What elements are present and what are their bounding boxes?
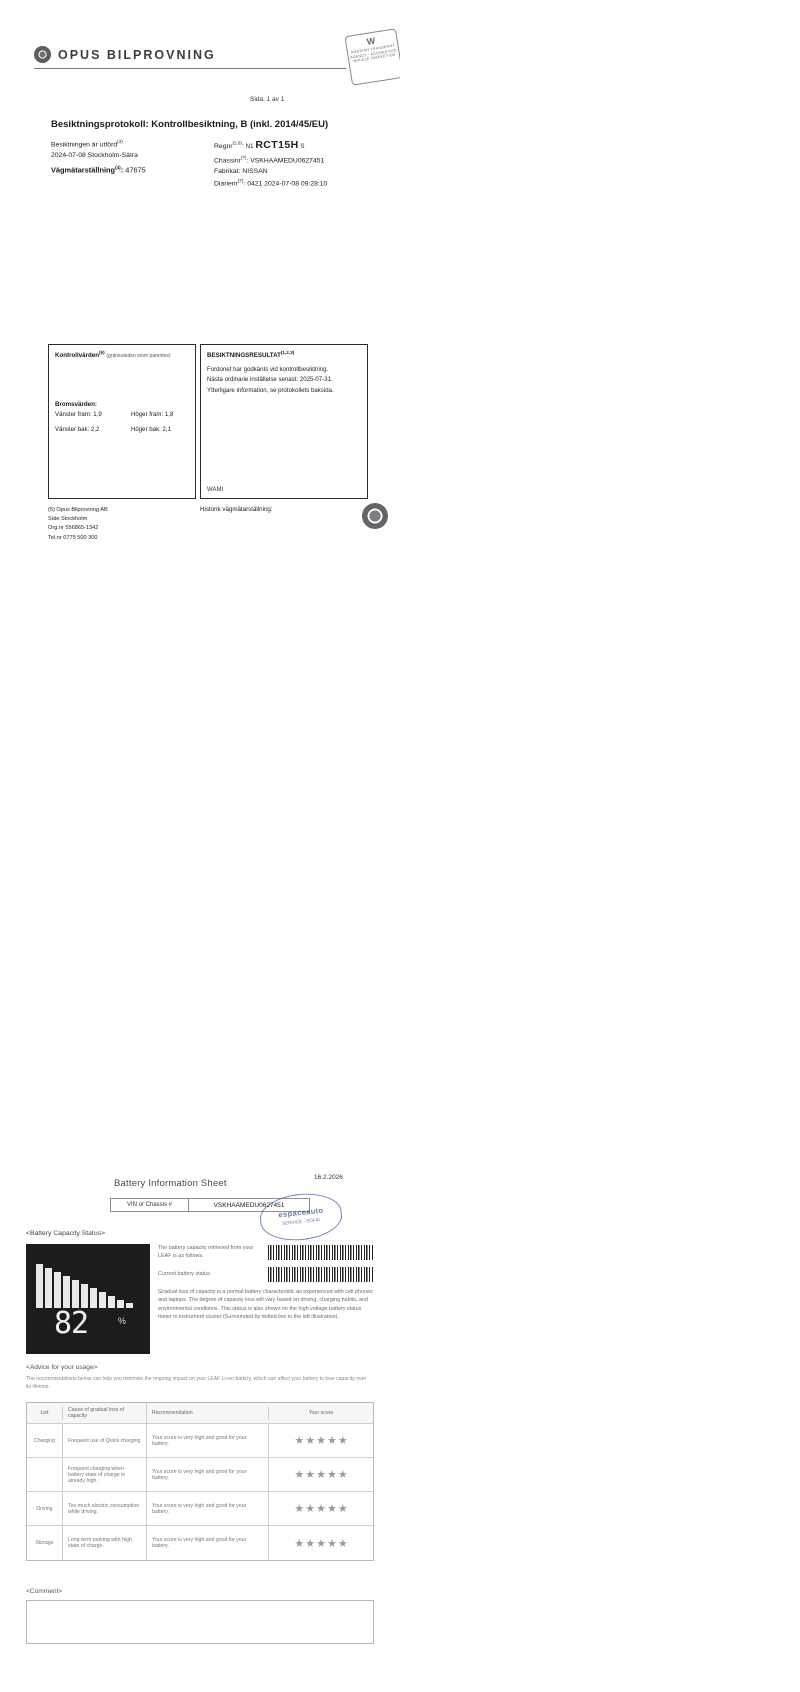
- table-row: [27, 1458, 373, 1492]
- regnr-suffix: S: [300, 144, 305, 150]
- control-values-sup: (9): [99, 350, 105, 355]
- brake-row-rear: [49, 423, 195, 438]
- regnr-sup: (2,6): [232, 140, 242, 146]
- header-cause: Cause of gradual loss of capacity: [63, 1403, 147, 1423]
- battery-sheet: [14, 1152, 386, 1688]
- brake-rear-left: Vänster bak: 2,2: [55, 425, 100, 433]
- row-recommendation: Your score is very high and good for your battery.: [147, 1492, 269, 1525]
- brake-row-front: [49, 408, 195, 423]
- result-line-3: Ytterligare information, se protokollets baksida.: [207, 386, 334, 394]
- company-footer: [48, 506, 108, 543]
- capacity-unit: %: [118, 1316, 127, 1326]
- control-values-note: (gränsvärden inom parentes): [106, 353, 171, 360]
- odometer-value: 47675: [125, 165, 146, 175]
- page-number: Sida: 1 av 1: [250, 96, 285, 103]
- comment-section-heading: <Comment>: [26, 1588, 63, 1595]
- odometer-sup: (4): [115, 165, 121, 170]
- usage-note: The recommendations below can help you minimize the ongoing impact on your LEAF Li-ion battery, which can affect your battery to lose capacity over its lifetime.: [26, 1376, 367, 1390]
- capacity-section-heading: <Battery Capacity Status>: [26, 1230, 105, 1237]
- row-list: [27, 1458, 63, 1491]
- dealer-stamp-name: espaceauto: [278, 1205, 324, 1220]
- footer-line-2: Säte Stockholm: [48, 516, 88, 523]
- footer-line-1: (5) Opus Bilprovning AB: [48, 507, 108, 513]
- chassis-label: Chassinr: [214, 157, 241, 165]
- row-list: Charging: [27, 1424, 63, 1457]
- chassis-sup: (7): [240, 155, 247, 160]
- footer-line-3: Org.nr 556865-1342: [48, 525, 99, 532]
- battery-sheet-title: Battery Information Sheet: [114, 1178, 227, 1189]
- header-recommendation: Recommendation: [147, 1406, 269, 1420]
- odometer-block: Vägmätarställning$^{(4)}$: 47675: [51, 165, 146, 175]
- capacity-details: [158, 1244, 374, 1321]
- capacity-barcode: [268, 1245, 374, 1260]
- odometer-history-label: Historik vägmätarställning:: [200, 506, 273, 513]
- table-row: [27, 1492, 373, 1526]
- usage-section-heading: <Advice for your usage>: [26, 1364, 98, 1371]
- header-score: Your score: [308, 1410, 334, 1416]
- retrieved-row: [158, 1244, 374, 1261]
- header-rule: [34, 68, 346, 69]
- invoice-page: [400, 566, 800, 1133]
- table-row: [27, 1526, 373, 1560]
- regnr-label: Regnr: [214, 143, 233, 150]
- usage-advice-table: [26, 1402, 374, 1561]
- inspection-sheet: [18, 14, 398, 552]
- opus-logo-icon: [34, 46, 51, 63]
- result-body: [201, 359, 367, 402]
- field-regnr: Regnr$^{(2,6)}$: N1 RCT15H S: [214, 139, 305, 151]
- capacity-note: Gradual loss of capacity is a normal battery characteristic as experienced with cell phones and laptops. The degree of capacity loss will vary based on driving, charging habits, and environmental conditions. This status is also shown on the high voltage battery status meter in instrument cluster (Surrounded by dotted line in the left illustration).: [158, 1288, 373, 1320]
- brake-front-left: Vänster fram: 1,9: [55, 411, 102, 419]
- protocol-title: Besiktningsprotokoll: Kontrollbesiktning, B (inkl. 2014/45/EU): [51, 119, 329, 130]
- row-score: ★ ★ ★ ★ ★: [294, 1503, 348, 1515]
- authority-stamp: [348, 32, 400, 82]
- status-barcode: [268, 1267, 374, 1282]
- vehicle-fields: [214, 137, 327, 190]
- result-line-2: Nästa ordinarie inställelse senast: 2025-07-31.: [207, 376, 333, 384]
- performed-block: [51, 138, 138, 161]
- dealer-stamp-sub: SERVICE · SOFIA: [281, 1217, 321, 1226]
- table-row: [27, 1424, 373, 1458]
- row-cause: Too much electric consumption while driving.: [63, 1492, 147, 1525]
- diarienr-label: Diarienr: [214, 180, 238, 188]
- row-recommendation: Your score is very high and good for your battery.: [147, 1458, 269, 1491]
- vin-label: VIN or Chassis #: [111, 1199, 189, 1211]
- scan-tool-screenshot: [400, 0, 800, 566]
- result-label: BESIKTNINGSRESULTAT: [207, 352, 281, 360]
- capacity-gauge: [26, 1244, 150, 1354]
- current-status-row: [158, 1267, 374, 1282]
- header-list: List: [27, 1406, 63, 1420]
- battery-information-sheet-page: [0, 566, 400, 1595]
- field-chassis: Chassinr$^{(7)}$: VSKHAAMEDU0627451: [214, 155, 325, 165]
- battery-sheet-date: 16.2.2026: [314, 1174, 343, 1181]
- opus-footer-logo-icon: [362, 503, 388, 529]
- row-recommendation: Your score is very high and good for your battery.: [147, 1526, 269, 1560]
- performed-sup: (3): [117, 139, 123, 144]
- odometer-label: Vägmätarställning: [51, 165, 116, 175]
- row-cause: Long term parking with high state of charge.: [63, 1526, 147, 1560]
- stamp-caption: SWEDISH TRANSPORT AGENCY · ACCREDITED VEHICLE INSPECTION: [349, 43, 398, 64]
- comment-box[interactable]: [26, 1600, 374, 1644]
- opus-wordmark: OPUS BILPROVNING: [58, 47, 216, 62]
- regnr-value: RCT15H: [255, 139, 299, 151]
- opus-brand: [34, 46, 216, 63]
- footer-line-4: Tel.nr 0775 500 300: [48, 534, 98, 541]
- chassis-value: VSKHAAMEDU0627451: [250, 157, 325, 165]
- inspection-protocol-page: [0, 0, 400, 566]
- field-diarienr: Diarienr$^{(7)}$: 0421 2024-07-08 09:28:10: [214, 178, 328, 188]
- table-header-row: [27, 1403, 373, 1424]
- control-values-box: [48, 344, 196, 499]
- diarienr-sup: (7): [237, 178, 244, 184]
- make-label: Fabrikat: [214, 168, 239, 176]
- regnr-prefix: N1: [245, 144, 254, 150]
- row-recommendation: Your score is very high and good for your battery.: [147, 1424, 269, 1457]
- current-status-label: Current battery status: [158, 1271, 210, 1278]
- stamp-letter: W: [366, 35, 377, 47]
- control-values-label: Kontrollvärden: [55, 352, 100, 360]
- row-score: ★ ★ ★ ★ ★: [294, 1435, 348, 1447]
- brake-rear-right: Höger bak: 2,1: [131, 425, 171, 433]
- inspection-result-box: [200, 344, 368, 499]
- result-line-1: Fordonet har godkänts vid kontrollbesiktning.: [207, 366, 329, 374]
- inspector-signature: WAMI: [207, 487, 224, 493]
- row-list: Driving: [27, 1492, 63, 1525]
- row-cause: Frequent charging when battery state of charge is already high.: [63, 1458, 147, 1491]
- performed-value: 2024-07-08 Stockholm-Sätra: [51, 151, 138, 159]
- capacity-value: 82: [54, 1306, 89, 1341]
- result-sup: (1,2,3): [280, 350, 295, 355]
- capacity-bars: [36, 1256, 136, 1308]
- field-make: Fabrikat: NISSAN: [214, 168, 268, 176]
- control-values-title: [49, 345, 195, 359]
- row-score: ★ ★ ★ ★ ★: [294, 1537, 348, 1550]
- diarienr-value: 0421 2024-07-08 09:28:10: [247, 180, 328, 188]
- row-score: ★ ★ ★ ★ ★: [294, 1469, 348, 1481]
- retrieved-label: The battery capacity retrieved from your LEAF is as follows.: [158, 1245, 254, 1260]
- make-value: NISSAN: [242, 168, 268, 176]
- performed-label: Besiktningen är utförd: [51, 141, 118, 149]
- result-title: [201, 345, 367, 359]
- brake-title: Bromsvärden:: [55, 401, 97, 409]
- vin-value: VSKHAAMEDU0627451: [213, 1201, 285, 1209]
- row-cause: Frequent use of Quick charging: [63, 1424, 147, 1457]
- brake-front-right: Höger fram: 1,8: [131, 411, 174, 419]
- dealer-stamp: [260, 1194, 342, 1240]
- row-list: Storage: [27, 1526, 63, 1560]
